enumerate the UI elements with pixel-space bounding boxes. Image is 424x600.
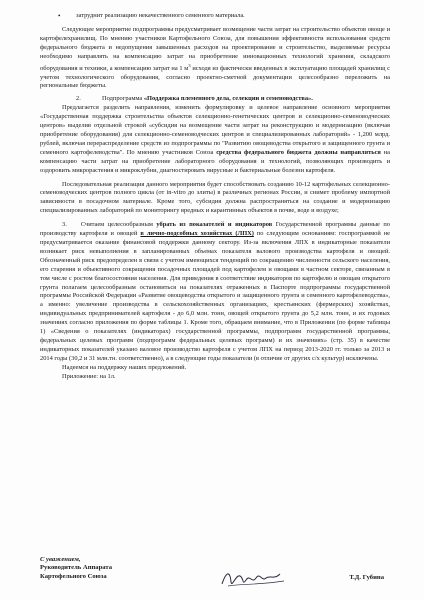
paragraph-storage-text: Следующее мероприятие подпрограммы предусматривает возмещение части затрат на строительство объектов овоще и картофелехранилищ. По мнению участников Картофельного Союза, для повышения эффективности использования средств федерального бюджета и недопущения завышенных расходов на проектирование и строительство, выделяемые ресурсы необходимо направлять на компенсацию затрат на приобретение инновационных технологий хранения, складского оборудования и техники, а компенсацию затрат на 1 м — [40, 25, 390, 72]
signature-block — [40, 556, 390, 581]
paragraph-indicators — [40, 221, 390, 364]
bullet-text: затруднит реализацию некачественного семенного материала. — [76, 12, 245, 19]
section-heading — [40, 95, 390, 104]
paragraph-indicators-b: убрать из показателей и индикаторов — [156, 221, 273, 229]
section-number: 2. — [76, 95, 81, 103]
closing-hope: Надеемся на поддержку наших предложений. — [62, 363, 187, 371]
closing-attachment: Приложение: на 1л. — [62, 372, 116, 380]
paragraph-selection — [40, 104, 390, 175]
bullet-item — [40, 12, 390, 21]
paragraph-selection-text: Предлагается разделить направления, изменить формулировку и целевое направление основного мероприятия «Государственная поддержка строительства объектов селекционно-генетических центров и селекционно-семеноводческих центров» выделив отдельной строкой «субсидия на возмещение части затрат на реконструкцию и модернизацию (включая приобретение оборудования) для селекционно-семеноводческих центров и специализированных лабораторий» - 1,200 млрд. рублей, включая перераспределение средств из подпрограммы по "Развитию овощеводства открытого и защищенного грунта и семенного картофелеводства". По мнению участников Союза — [40, 104, 390, 156]
bullet-marker: • — [58, 12, 61, 20]
paragraph-storage-tail: исходя из фактически введенных в эксплуатацию площадей хранилищ с учетом технологического оборудования, согласно проектно-сметной документации целесообразно переложить на региональные бюджеты. — [40, 64, 390, 90]
paragraph-centers: Последовательная реализация данного мероприятия будет способствовать созданию 10-12 картофельных селекционно-семеноводческих центров полного цикла (от in-vitro до элиты) в различных регионах России, и снимет проблему импортной зависимости в посадочном материале. Кроме того, субсидия должна распространяться на создание и модернизацию специализированных лабораторий по мониторингу вредных и карантинных объектов в почве, воде и воздухе; — [40, 180, 390, 215]
section-title: «Поддержка племенного дела, селекции и семеноводства». — [143, 95, 313, 103]
signer-name: Т.Д. Губина — [349, 574, 384, 581]
salutation: С уважением, — [40, 556, 81, 563]
document-body — [40, 12, 390, 381]
paragraph-indicators-e: по следующим основаниям: госпрограммой не предусматривается оказание финансовой поддержки данному сектору. Из-за включения ЛПХ в индикаторные показатели возникает риск невыполнения в запланированных объемах показателя валового производства картофеля и овощей. Обозначенный риск предопределен в связи с учетом имеющихся тенденций по сокращению численности сельского населения, его старения и объективного сокращения посадочных площадей под картофелем и овощами в частном секторе, связанным в том числе с ростом благосостояния населения. Для приведения в соответствие индикаторов по картофелю и овощам открытого грунта полагаем целесообразным остановиться на показателях отраженных в Паспорте подпрограммы государственной программы Российской Федерации «Развитие овощеводства открытого и защищенного грунта и семенного картофелеводства», а именно: увеличение производства в сельскохозяйственных организациях, крестьянских (фермерских) хозяйствах, индивидуальных предпринимателей картофеля - до 6,0 млн. тонн, овощей открытого грунта до 5,2 млн. тонн, и их годовых значениях согласно приложения по форме таблицы 1. Кроме того, обращаем внимание, что в Приложении (по форме таблицы 1) «Сведения о показателях (индикаторах) государственной программы, подпрограмм государственной программы, федеральных целевых программ (подпрограмм федеральных целевых программ) и их значениях» (стр. 35) в качестве индикаторных показателей указано валовое производство картофеля с учетом ЛПХ на период 2013-2020 гг. только за 2013 и 2014 годы (30,2 и 31 млн.тн. соответственно), а в следующие годы показатели (в отличие от других с/х культур) исключены. — [40, 230, 390, 362]
paragraph-indicators-a: Считаем целесообразным — [80, 221, 157, 229]
handwritten-signature — [218, 566, 288, 592]
paragraph-selection-bold: средства федерального бюджета должны направляться — [216, 148, 381, 156]
cubic-superscript: 3 — [188, 62, 191, 68]
paragraph-indicators-c: Государственной программы данные по производству картофеля и овощей — [40, 221, 390, 238]
paragraph-indicators-d: в лично-подсобных хозяйствах (ЛПХ) — [140, 230, 254, 238]
paragraph-selection-tail: на компенсацию части затрат на приобретение лабораторного оборудования и технологий, позволяющих производить и оздоровить микрорастения и микроклубни, диагностировать вирусные и бактериальные болезни картофеля. — [40, 148, 391, 174]
paragraph-indicators-number: 3. — [62, 221, 67, 229]
section-label: Подпрограмма — [102, 95, 144, 103]
role-line-2: Картофельного Союза — [40, 572, 107, 580]
paragraph-storage — [40, 26, 390, 91]
role-line-1: Руководитель Аппарата — [40, 564, 112, 572]
signer-role — [40, 556, 390, 581]
